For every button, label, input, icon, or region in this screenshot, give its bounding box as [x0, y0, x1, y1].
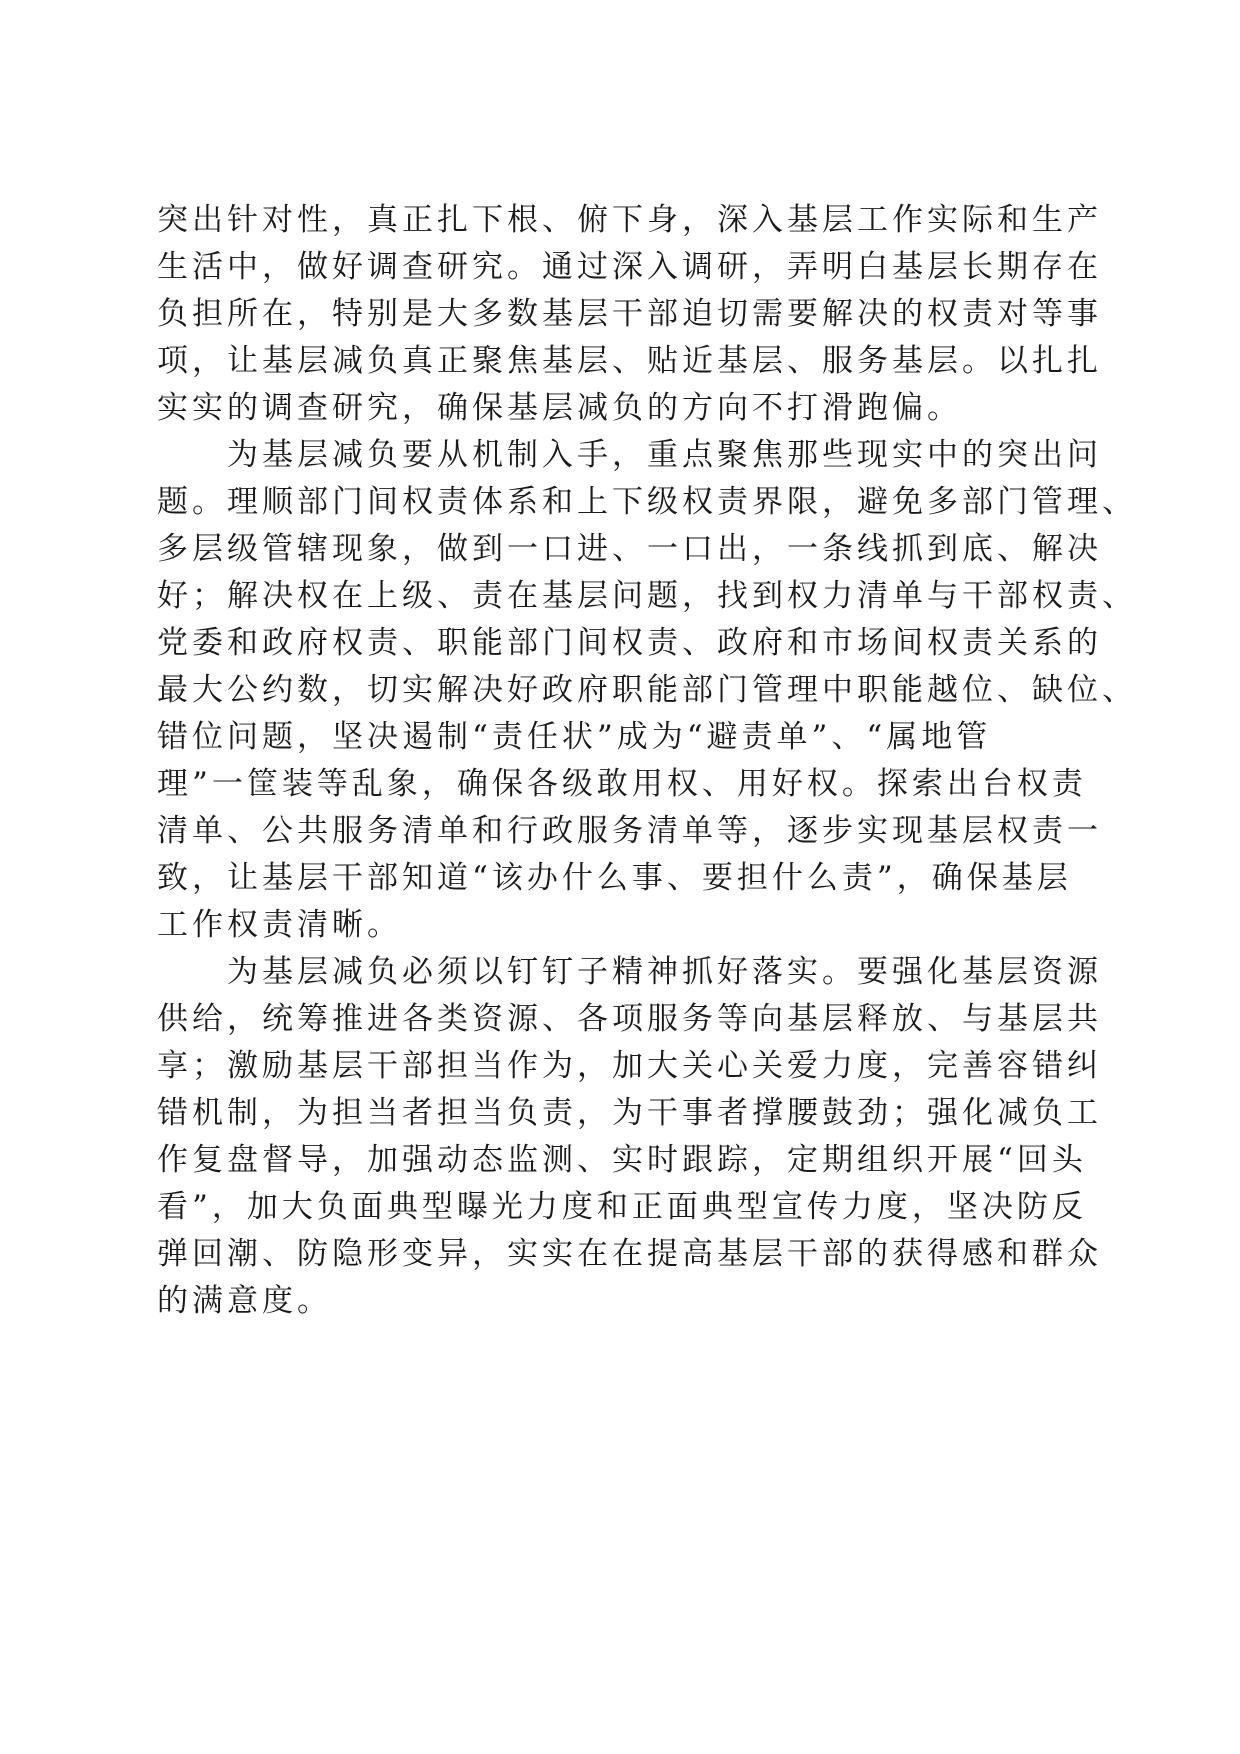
paragraph-3	[157, 949, 1102, 1325]
text-line: 看”，加大负面典型曝光力度和正面典型宣传力度，坚决防反	[157, 1189, 1087, 1225]
body-text	[157, 197, 1137, 1325]
text-line: 题。理顺部门间权责体系和上下级权责界限，避免多部门管理、	[157, 484, 1137, 520]
text-line: 错机制，为担当者担当负责，为干事者撑腰鼓劲；强化减负工	[157, 1095, 1102, 1131]
text-line: 党委和政府权责、职能部门间权责、政府和市场间权责关系的	[157, 625, 1102, 661]
text-line: 享；激励基层干部担当作为，加大关心关爱力度，完善容错纠	[157, 1048, 1102, 1084]
text-line: 实实的调查研究，确保基层减负的方向不打滑跑偏。	[157, 390, 962, 426]
text-line: 的满意度。	[157, 1283, 332, 1319]
text-line: 清单、公共服务清单和行政服务清单等，逐步实现基层权责一	[157, 813, 1102, 849]
text-line: 最大公约数，切实解决好政府职能部门管理中职能越位、缺位、	[157, 672, 1137, 708]
text-line: 项，让基层减负真正聚焦基层、贴近基层、服务基层。以扎扎	[157, 343, 1102, 379]
text-line: 多层级管辖现象，做到一口进、一口出，一条线抓到底、解决	[157, 531, 1102, 567]
text-line: 工作权责清晰。	[157, 907, 402, 943]
paragraph-1	[157, 197, 1102, 432]
text-line: 供给，统筹推进各类资源、各项服务等向基层释放、与基层共	[157, 1001, 1102, 1037]
text-line: 负担所在，特别是大多数基层干部迫切需要解决的权责对等事	[157, 296, 1102, 332]
text-line: 致，让基层干部知道“该办什么事、要担什么责”，确保基层	[157, 860, 1072, 896]
text-line: 作复盘督导，加强动态监测、实时跟踪，定期组织开展“回头	[157, 1142, 1087, 1178]
text-line: 好；解决权在上级、责在基层问题，找到权力清单与干部权责、	[157, 578, 1137, 614]
text-line: 为基层减负要从机制入手，重点聚焦那些现实中的突出问	[227, 437, 1102, 473]
text-line: 理”一筐装等乱象，确保各级敢用权、用好权。探索出台权责	[157, 766, 1087, 802]
text-line: 生活中，做好调查研究。通过深入调研，弄明白基层长期存在	[157, 249, 1102, 285]
text-line: 错位问题，坚决遏制“责任状”成为“避责单”、“属地管	[157, 719, 992, 755]
paragraph-2	[157, 432, 1137, 949]
text-line: 突出针对性，真正扎下根、俯下身，深入基层工作实际和生产	[157, 202, 1102, 238]
text-line: 弹回潮、防隐形变异，实实在在提高基层干部的获得感和群众	[157, 1236, 1102, 1272]
text-line: 为基层减负必须以钉钉子精神抓好落实。要强化基层资源	[227, 954, 1102, 990]
